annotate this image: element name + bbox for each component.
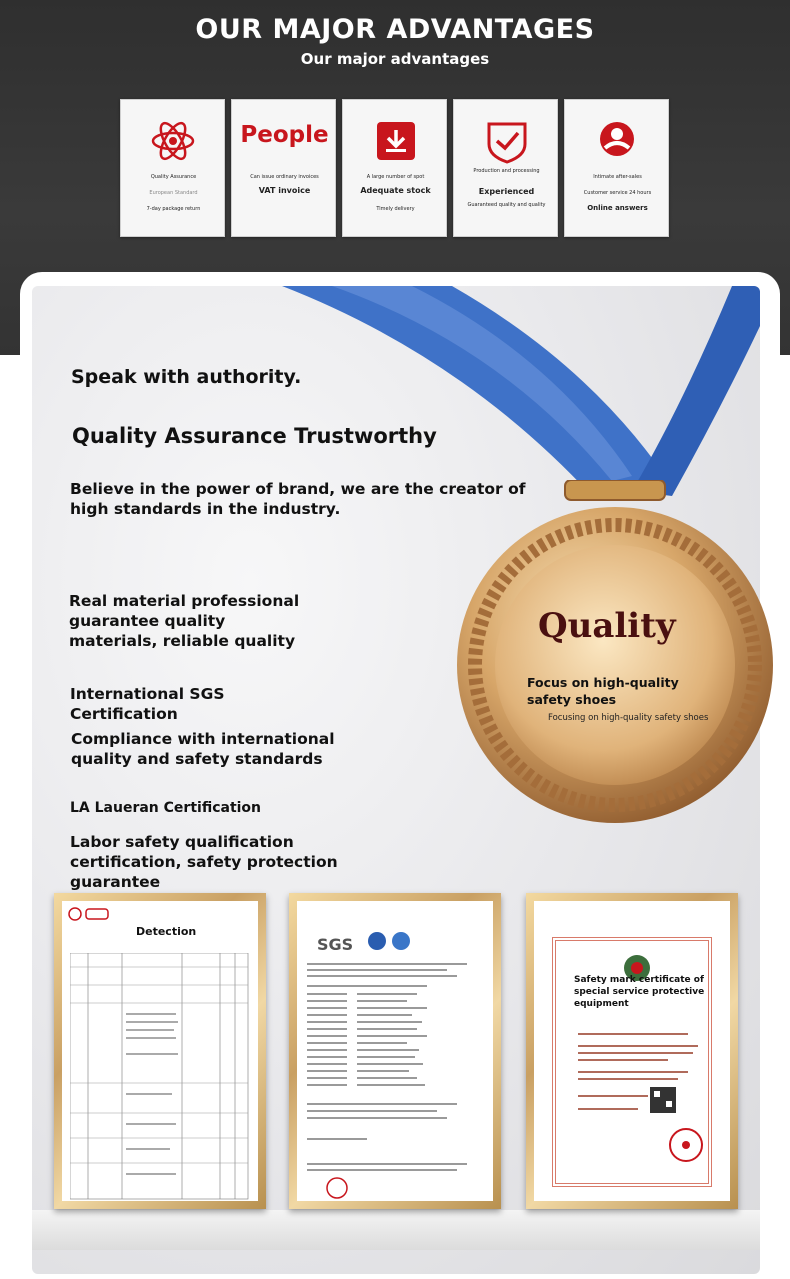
- section-subtitle: Our major advantages: [300, 50, 490, 68]
- safety-label: Safety mark certificate of special service protective equipment: [574, 975, 705, 1009]
- gold-medal: [455, 480, 775, 840]
- sgs-certificate: [289, 893, 501, 1209]
- card-text: Adequate stock: [360, 186, 431, 195]
- card-text: Intimate after-sales: [593, 174, 642, 180]
- sgs-logo: SGS: [317, 935, 354, 954]
- atom-icon: [121, 118, 226, 164]
- card-text: Production and processing: [473, 168, 540, 174]
- advantage-card-invoice: [231, 99, 336, 237]
- card-text: VAT invoice: [258, 186, 311, 195]
- material-text: Real material professional guarantee quality materials, reliable quality: [69, 592, 300, 650]
- card-text: Quality Assurance: [150, 174, 197, 180]
- card-text: 7-day package return: [146, 206, 201, 212]
- medal-title: Quality: [538, 606, 676, 646]
- advantage-card-quality: [120, 99, 225, 237]
- sgs-report-text: [307, 963, 483, 1201]
- advantage-card-stock: [342, 99, 447, 237]
- trustworthy-heading: Quality Assurance Trustworthy: [72, 424, 437, 448]
- section-title: OUR MAJOR ADVANTAGES: [195, 14, 595, 45]
- card-text: Customer service 24 hours: [583, 190, 652, 196]
- advantage-cards: [120, 99, 672, 237]
- detection-label: Detection: [136, 925, 197, 938]
- brand-text: Believe in the power of brand, we are the creator of high standards in the industry.: [70, 480, 526, 518]
- medal-small-text: Focusing on high-quality safety shoes: [548, 713, 709, 723]
- sgs-text: Compliance with international quality and safety standards: [71, 730, 335, 768]
- safety-mark-certificate: [526, 893, 738, 1209]
- medal-ribbon: [32, 286, 760, 506]
- advantage-card-experience: [453, 99, 558, 237]
- card-text: Guaranteed quality and quality: [467, 202, 546, 208]
- medal-subtitle: Focus on high-quality safety shoes: [527, 675, 679, 707]
- card-text: Online answers: [587, 204, 648, 212]
- advantage-card-service: [564, 99, 669, 237]
- la-title: LA Laueran Certification: [70, 800, 262, 816]
- card-text: A large number of spot: [366, 174, 425, 180]
- download-box-icon: [343, 118, 448, 164]
- detection-certificate: [54, 893, 266, 1209]
- detection-table: [70, 953, 250, 1201]
- sgs-title: International SGS Certification: [70, 685, 225, 723]
- people-wordmark: People: [240, 122, 329, 148]
- cma-logo-icon: [68, 907, 118, 921]
- user-circle-icon: [565, 118, 670, 164]
- shield-check-icon: [454, 118, 559, 164]
- card-text: Can issue ordinary invoices: [250, 174, 319, 180]
- authority-heading: Speak with authority.: [71, 366, 302, 388]
- card-text: Experienced: [478, 187, 535, 196]
- la-text: Labor safety qualification certification, safety protection guarantee: [70, 833, 338, 891]
- accreditation-logos-icon: [367, 931, 417, 951]
- certificate-shelf: [32, 1210, 760, 1250]
- card-text: Timely delivery: [376, 206, 415, 212]
- safety-certificate-text: [578, 1033, 708, 1173]
- card-text: European Standard: [149, 190, 198, 196]
